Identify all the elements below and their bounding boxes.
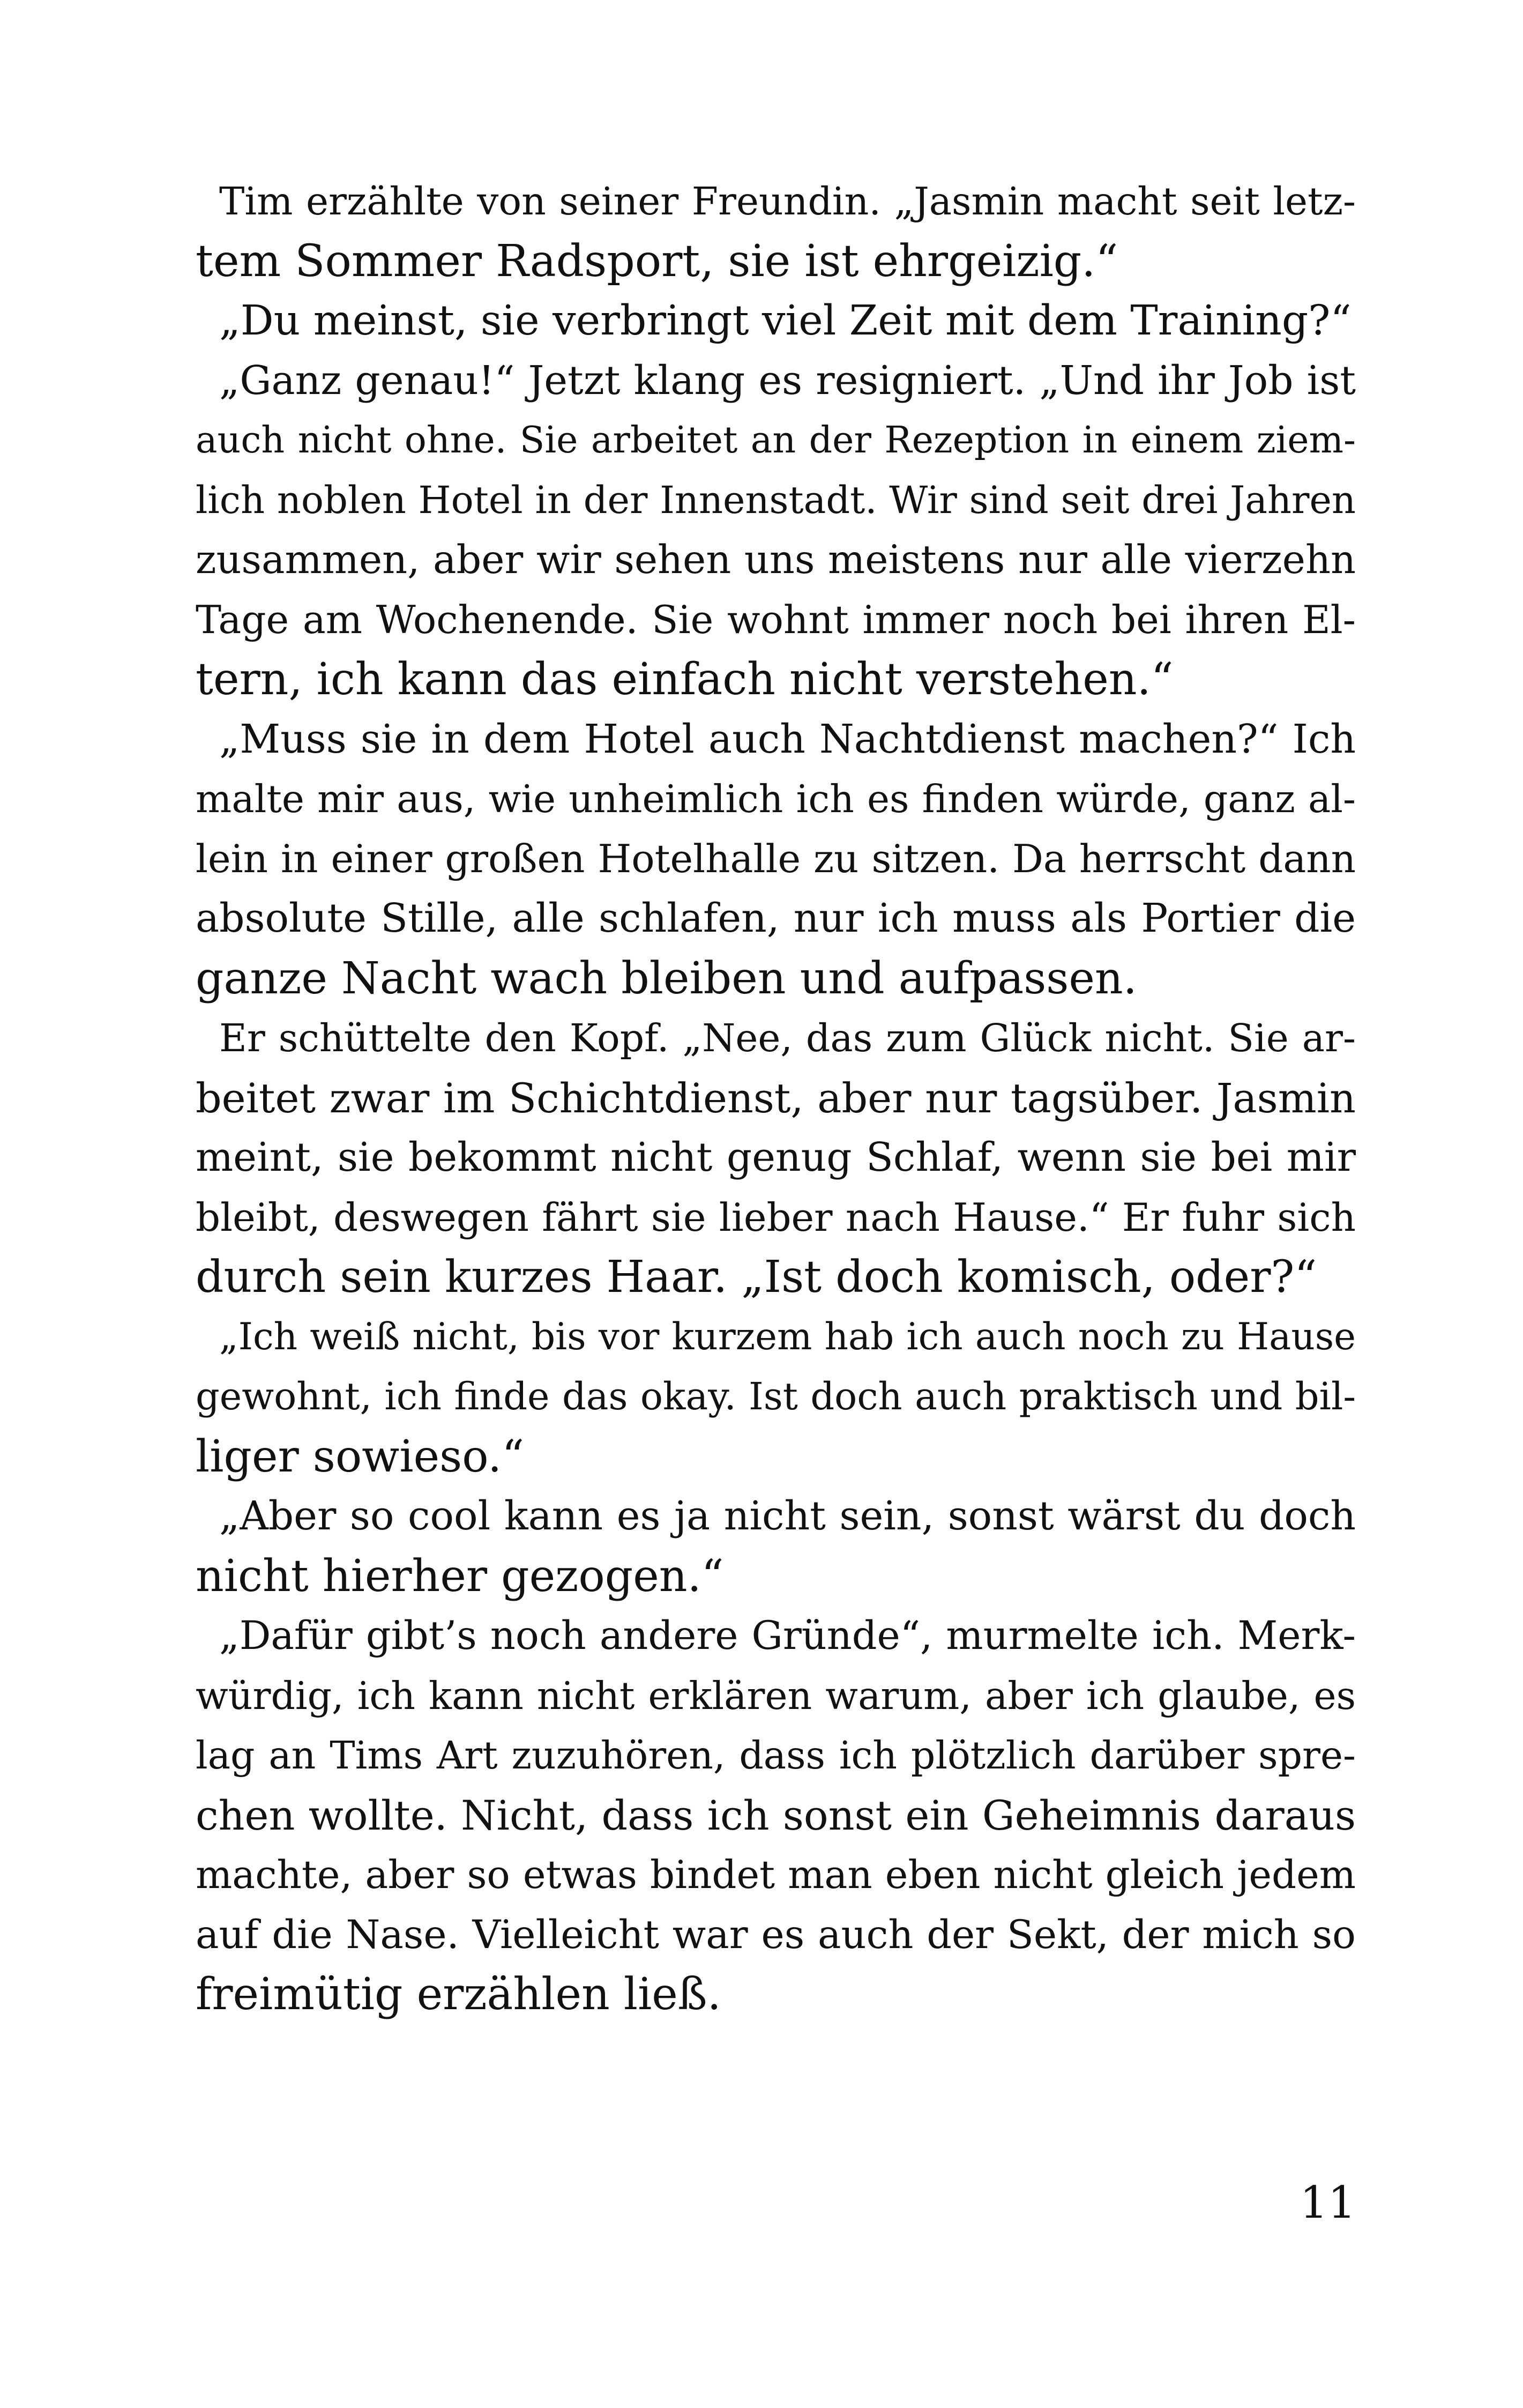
text-line: beitet zwar im Schichtdienst, aber nur tagsüber. Jasmin (196, 1074, 1356, 1122)
text-line: lich noblen Hotel in der Innenstadt. Wir sind seit drei Jahren (196, 478, 1356, 522)
text-line: tern, ich kann das einfach nicht verstehen.“ (196, 654, 1174, 705)
text-line: Er schüttelte den Kopf. „Nee, das zum Glück nicht. Sie ar- (219, 1016, 1356, 1060)
text-line: chen wollte. Nicht, dass ich sonst ein Geheimnis daraus (196, 1791, 1356, 1839)
text-line: lag an Tims Art zuzuhören, dass ich plötzlich darüber spre- (196, 1733, 1356, 1778)
text-line: zusammen, aber wir sehen uns meistens nur alle vierzehn (196, 537, 1356, 583)
text-line: tem Sommer Radsport, sie ist ehrgeizig.“ (196, 235, 1118, 287)
text-line: durch sein kurzes Haar. „Ist doch komisch, oder?“ (196, 1252, 1317, 1303)
text-line: Tage am Wochenende. Sie wohnt immer noch bei ihren El- (196, 597, 1356, 642)
text-line: absolute Stille, alle schlafen, nur ich muss als Portier die (196, 895, 1356, 941)
text-line: machte, aber so etwas bindet man eben nicht gleich jedem (196, 1852, 1356, 1897)
text-line: liger sowieso.“ (196, 1431, 525, 1482)
text-line: „Ganz genau!“ Jetzt klang es resigniert. „Und ihr Job ist (219, 357, 1356, 404)
text-line: malte mir aus, wie unheimlich ich es finden würde, ganz al- (196, 777, 1356, 821)
text-line: gewohnt, ich finde das okay. Ist doch auch praktisch und bil- (196, 1374, 1356, 1418)
text-line: lein in einer großen Hotelhalle zu sitzen. Da herrscht dann (196, 836, 1356, 881)
text-line: „Du meinst, sie verbringt viel Zeit mit dem Training?“ (219, 297, 1352, 345)
text-line: bleibt, deswegen fährt sie lieber nach Hause.“ Er fuhr sich (196, 1194, 1356, 1240)
text-line: „Aber so cool kann es ja nicht sein, sonst wärst du doch (219, 1493, 1356, 1539)
text-line: Tim erzählte von seiner Freundin. „Jasmin macht seit letz- (219, 179, 1356, 224)
text-line: auch nicht ohne. Sie arbeitet an der Rezeption in einem ziem- (196, 419, 1356, 462)
body-text (196, 172, 1356, 2025)
text-line: „Ich weiß nicht, bis vor kurzem hab ich auch noch zu Hause (219, 1315, 1356, 1358)
page-number: 11 (1300, 2177, 1356, 2228)
text-line: würdig, ich kann nicht erklären warum, aber ich glaube, es (196, 1673, 1356, 1718)
text-line: meint, sie bekommt nicht genug Schlaf, wenn sie bei mir (196, 1134, 1356, 1180)
text-line: „Dafür gibt’s noch andere Gründe“, murmelte ich. Merk- (219, 1613, 1356, 1659)
text-line: ganze Nacht wach bleiben und aufpassen. (196, 953, 1137, 1004)
text-line: freimütig erzählen ließ. (196, 1969, 721, 2020)
text-line: „Muss sie in dem Hotel auch Nachtdienst machen?“ Ich (219, 716, 1356, 762)
text-line: nicht hierher gezogen.“ (196, 1550, 724, 1602)
text-line: auf die Nase. Vielleicht war es auch der Sekt, der mich so (196, 1912, 1356, 1958)
